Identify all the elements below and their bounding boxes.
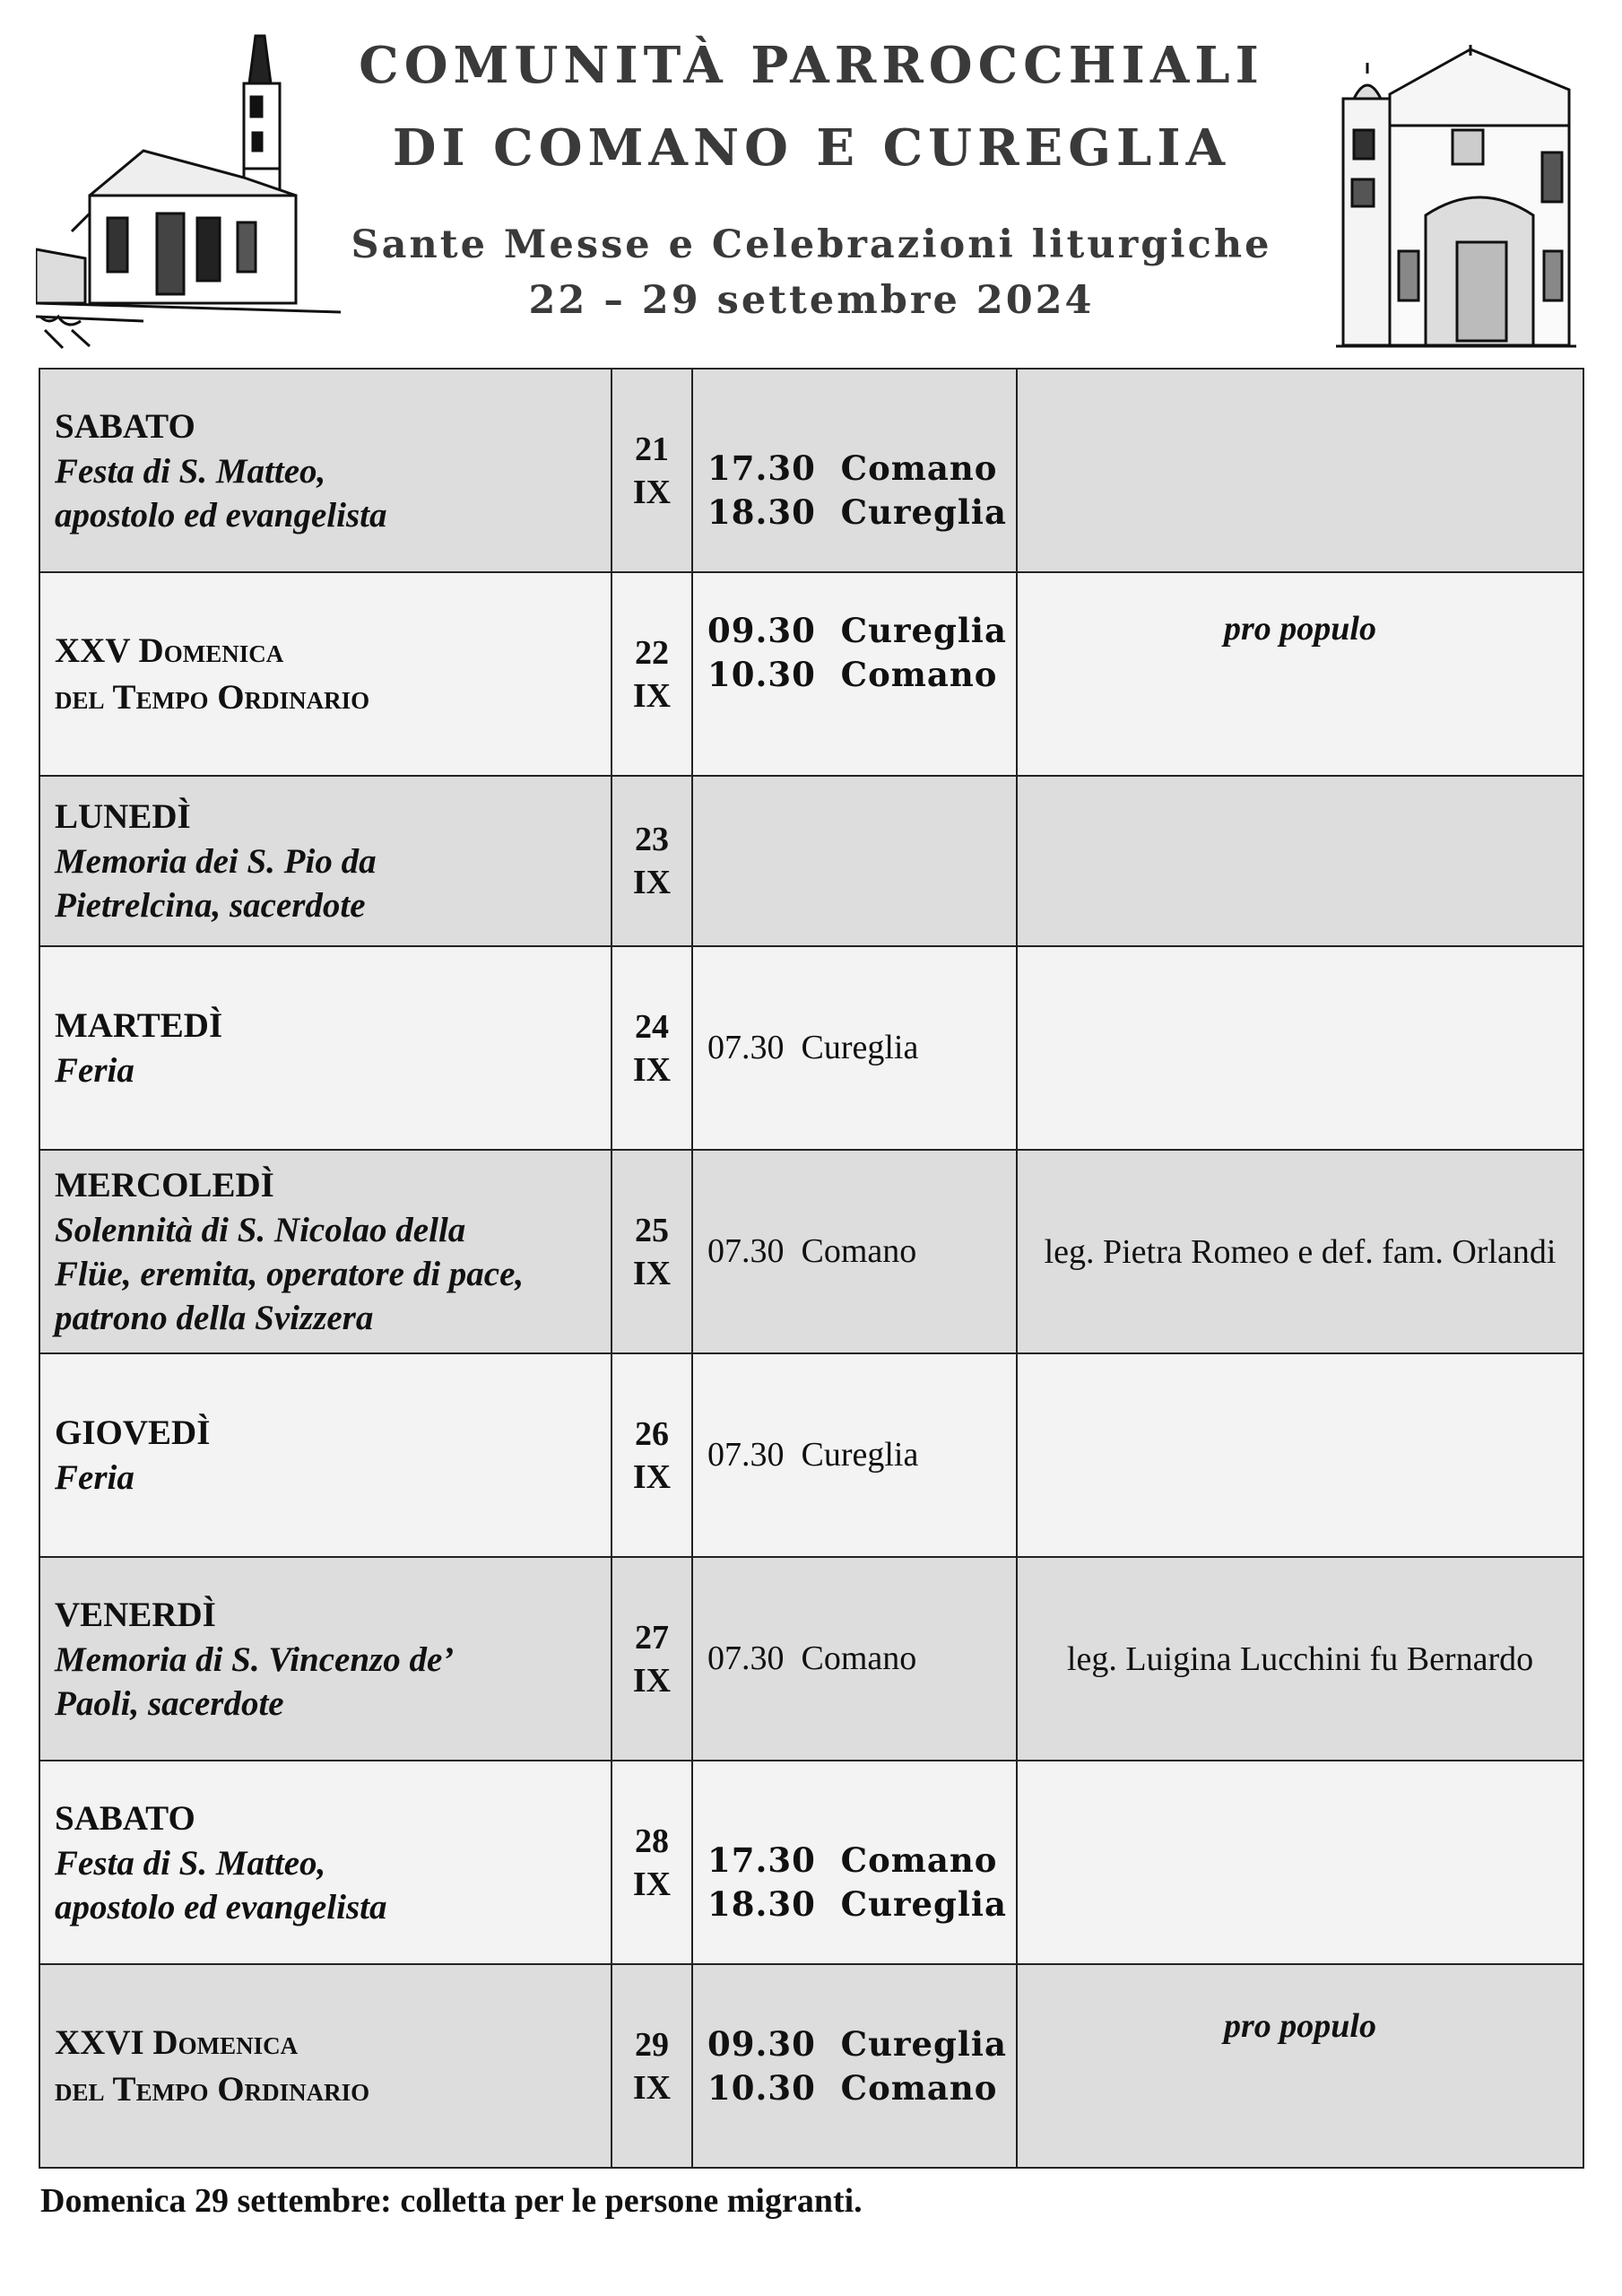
intention-cell (1017, 572, 1583, 776)
day-cell (39, 1557, 612, 1761)
mass-time: 10.30 Comano (707, 2067, 998, 2108)
date-day: 25 (635, 1211, 669, 1249)
day-description: Memoria di S. Vincenzo de’ (55, 1639, 455, 1679)
mass-time: 07.30 Comano (707, 1639, 917, 1677)
title-line-2: DI COMANO E CUREGLIA (392, 118, 1231, 178)
date-cell (612, 572, 692, 776)
day-name: SABATO (55, 1798, 195, 1838)
date-month: IX (632, 864, 672, 901)
mass-time: 07.30 Cureglia (707, 1029, 919, 1066)
date-day: 26 (635, 1414, 669, 1453)
table-row (39, 946, 1583, 1150)
day-name: XXV Domenica (55, 631, 284, 670)
date-cell (612, 1353, 692, 1557)
church-illustration-left (36, 34, 341, 350)
day-description: Flüe, eremita, operatore di pace, (55, 1255, 525, 1293)
date-day: 27 (635, 1618, 669, 1657)
intention-cell (1017, 1150, 1583, 1353)
mass-time: 18.30 Cureglia (707, 1884, 1007, 1924)
date-cell (612, 946, 692, 1150)
date-month: IX (632, 2068, 672, 2107)
mass-times-cell (692, 572, 1017, 776)
mass-time: 09.30 Cureglia (707, 2023, 1007, 2064)
day-cell (39, 1353, 612, 1557)
mass-schedule-table (39, 368, 1584, 2169)
day-description: Festa di S. Matteo, (55, 451, 326, 491)
mass-times-cell (692, 776, 1017, 946)
subtitle: Sante Messe e Celebrazioni liturgiche (351, 222, 1272, 267)
day-description: Pietrelcina, sacerdote (55, 886, 366, 925)
date-day: 23 (635, 821, 669, 858)
date-month: IX (632, 1457, 672, 1496)
day-cell (39, 572, 612, 776)
mass-time: 10.30 Comano (707, 655, 998, 694)
day-cell (39, 946, 612, 1150)
date-cell (612, 1557, 692, 1761)
mass-time: 17.30 Comano (707, 448, 998, 488)
day-cell (39, 1964, 612, 2168)
intention-cell (1017, 776, 1583, 946)
mass-time: 07.30 Comano (707, 1232, 917, 1270)
mass-times-cell (692, 1353, 1017, 1557)
intention-cell (1017, 1353, 1583, 1557)
intention-cell (1017, 1557, 1583, 1761)
date-range: 22 – 29 settembre 2024 (528, 278, 1095, 323)
day-name: MERCOLEDÌ (55, 1166, 274, 1205)
table-row (39, 1964, 1583, 2168)
date-cell (612, 369, 692, 572)
day-description: Solennità di S. Nicolao della (55, 1211, 466, 1249)
intention-cell (1017, 946, 1583, 1150)
day-description: apostolo ed evangelista (55, 1887, 387, 1926)
intention-text: pro populo (1224, 2007, 1376, 2045)
date-day: 24 (635, 1007, 669, 1046)
table-row (39, 1353, 1583, 1557)
day-cell (39, 1761, 612, 1964)
mass-time: 09.30 Cureglia (707, 611, 1007, 650)
mass-times-cell (692, 369, 1017, 572)
date-month: IX (632, 1254, 672, 1292)
table-row (39, 1761, 1583, 1964)
date-cell (612, 1150, 692, 1353)
day-cell (39, 776, 612, 946)
table-row (39, 1557, 1583, 1761)
day-name: XXVI Domenica (55, 2022, 299, 2062)
day-description: apostolo ed evangelista (55, 495, 387, 535)
day-description: Festa di S. Matteo, (55, 1843, 326, 1883)
date-day: 29 (635, 2025, 669, 2064)
date-month: IX (632, 676, 672, 715)
mass-times-cell (692, 946, 1017, 1150)
day-description: patrono della Svizzera (55, 1299, 374, 1337)
mass-times-cell (692, 1964, 1017, 2168)
intention-cell (1017, 1964, 1583, 2168)
mass-time: 17.30 Comano (707, 1840, 998, 1880)
day-name: GIOVEDÌ (55, 1413, 211, 1452)
date-cell (612, 776, 692, 946)
day-description: Feria (55, 1458, 134, 1497)
date-month: IX (632, 1050, 672, 1089)
intention-text: pro populo (1224, 610, 1376, 648)
date-month: IX (632, 473, 672, 511)
day-description: del Tempo Ordinario (55, 677, 370, 717)
mass-time: 07.30 Cureglia (707, 1436, 919, 1474)
table-row (39, 369, 1583, 572)
day-name: LUNEDÌ (55, 797, 191, 836)
day-name: VENERDÌ (55, 1595, 216, 1634)
mass-times-cell (692, 1557, 1017, 1761)
date-month: IX (632, 1865, 672, 1903)
date-month: IX (632, 1661, 672, 1700)
date-cell (612, 1761, 692, 1964)
church-illustration-right (1336, 45, 1576, 352)
intention-text: leg. Pietra Romeo e def. fam. Orlandi (1044, 1232, 1557, 1271)
day-name: SABATO (55, 406, 195, 446)
intention-cell (1017, 369, 1583, 572)
table-row (39, 572, 1583, 776)
mass-time: 18.30 Cureglia (707, 492, 1007, 532)
day-cell (39, 1150, 612, 1353)
title-line-1: COMUNITÀ PARROCCHIALI (359, 36, 1264, 95)
header (0, 0, 1622, 359)
date-day: 22 (635, 633, 669, 672)
date-cell (612, 1964, 692, 2168)
footer-note: Domenica 29 settembre: colletta per le persone migranti. (40, 2182, 863, 2220)
day-name: MARTEDÌ (55, 1006, 223, 1045)
day-description: Memoria dei S. Pio da (55, 842, 377, 881)
date-day: 28 (635, 1822, 669, 1860)
mass-times-cell (692, 1150, 1017, 1353)
mass-times-cell (692, 1761, 1017, 1964)
intention-cell (1017, 1761, 1583, 1964)
table-row (39, 776, 1583, 946)
table-row (39, 1150, 1583, 1353)
date-day: 21 (635, 430, 669, 468)
intention-text: leg. Luigina Lucchini fu Bernardo (1066, 1639, 1534, 1678)
day-description: Feria (55, 1051, 134, 1090)
day-description: del Tempo Ordinario (55, 2069, 370, 2109)
day-description: Paoli, sacerdote (55, 1683, 284, 1723)
day-cell (39, 369, 612, 572)
